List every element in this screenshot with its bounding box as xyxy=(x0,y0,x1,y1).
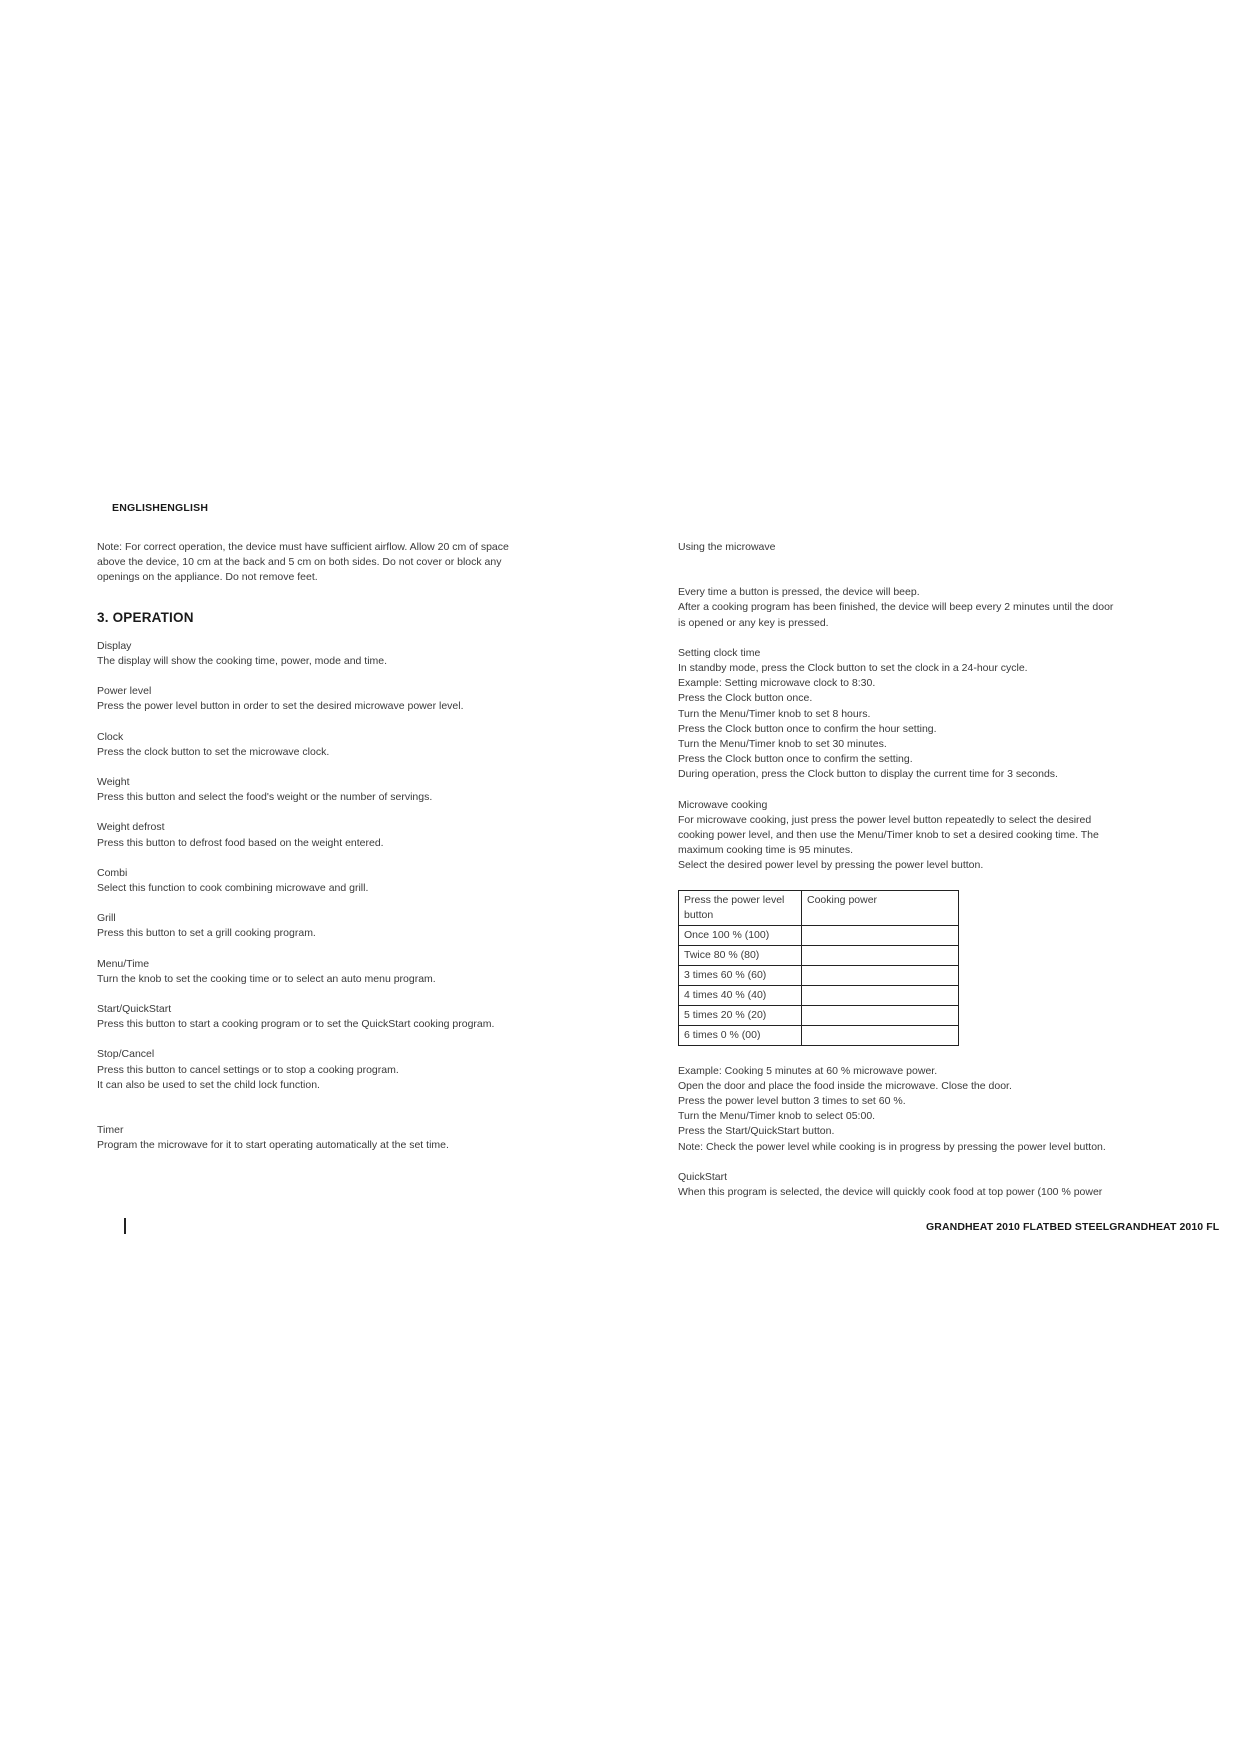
note-line: openings on the appliance. Do not remove feet. xyxy=(97,571,318,584)
section-title: Stop/Cancel xyxy=(97,1048,155,1061)
table-cell xyxy=(802,1025,959,1045)
footer-model-name: GRANDHEAT 2010 FLATBED STEELGRANDHEAT 2010 FL xyxy=(926,1221,1220,1233)
section-weight xyxy=(97,775,567,805)
section-grill xyxy=(97,911,567,941)
table-row xyxy=(679,945,959,965)
text-line: is opened or any key is pressed. xyxy=(678,616,829,629)
table-cell: Once 100 % (100) xyxy=(679,925,802,945)
section-timer xyxy=(97,1123,567,1153)
section-text: Press this button to start a cooking program or to set the QuickStart cooking program. xyxy=(97,1018,495,1031)
power-level-table xyxy=(678,890,959,1046)
table-cell xyxy=(802,925,959,945)
note-line: above the device, 10 cm at the back and 5 cm on both sides. Do not cover or block any xyxy=(97,556,502,569)
table-cell: Twice 80 % (80) xyxy=(679,945,802,965)
header-text: button xyxy=(684,908,714,921)
section-text: Turn the knob to set the cooking time or to select an auto menu program. xyxy=(97,972,436,985)
section-menu-time xyxy=(97,957,567,987)
table-cell: 6 times 0 % (00) xyxy=(679,1025,802,1045)
section-title: Menu/Time xyxy=(97,957,150,970)
table-row xyxy=(679,965,959,985)
beep-info xyxy=(678,585,1158,631)
section-text: Press the clock button to set the microwave clock. xyxy=(97,745,330,758)
section-text: Press this button and select the food's weight or the number of servings. xyxy=(97,791,433,804)
section-title: Combi xyxy=(97,866,128,879)
table-row xyxy=(679,1005,959,1025)
airflow-note xyxy=(97,540,567,586)
table-cell: 5 times 20 % (20) xyxy=(679,1005,802,1025)
table-cell xyxy=(802,965,959,985)
section-text: Press the power level button in order to set the desired microwave power level. xyxy=(97,700,464,713)
section-text: Press this button to set a grill cooking program. xyxy=(97,927,316,940)
table-cell: 4 times 40 % (40) xyxy=(679,985,802,1005)
section-clock xyxy=(97,730,567,760)
text-line: Press the Clock button once to confirm the setting. xyxy=(678,753,913,766)
text-line: Press the Clock button once to confirm the hour setting. xyxy=(678,722,937,735)
section-title: Grill xyxy=(97,912,116,925)
table-cell xyxy=(802,945,959,965)
text-line: Turn the Menu/Timer knob to set 30 minutes. xyxy=(678,738,887,751)
page-number-divider xyxy=(124,1218,126,1234)
using-microwave-title xyxy=(678,540,1158,555)
setting-clock-section xyxy=(678,646,1158,783)
section-text: Select this function to cook combining microwave and grill. xyxy=(97,882,369,895)
section-title: Display xyxy=(97,639,132,652)
text-line: In standby mode, press the Clock button to set the clock in a 24-hour cycle. xyxy=(678,662,1028,675)
section-start-quickstart xyxy=(97,1002,567,1032)
section-title: Weight xyxy=(97,776,130,789)
table-row xyxy=(679,925,959,945)
section-title: Start/QuickStart xyxy=(97,1003,172,1016)
table-row xyxy=(679,1025,959,1045)
section-text: The display will show the cooking time, power, mode and time. xyxy=(97,655,388,668)
microwave-cooking-section xyxy=(678,798,1158,874)
text-line: When this program is selected, the device will quickly cook food at top power (100 % power xyxy=(678,1186,1103,1199)
text-line: Select the desired power level by pressing the power level button. xyxy=(678,859,984,872)
text-line: cooking power level, and then use the Menu/Timer knob to set a desired cooking time. The xyxy=(678,829,1099,842)
table-cell xyxy=(802,985,959,1005)
table-cell xyxy=(802,1005,959,1025)
quickstart-section xyxy=(678,1170,1158,1200)
section-title: Weight defrost xyxy=(97,821,165,834)
header-cell-cooking-power: Cooking power xyxy=(802,890,959,925)
header-cell-press xyxy=(679,890,802,925)
section-title: QuickStart xyxy=(678,1170,728,1183)
text-line: Example: Setting microwave clock to 8:30. xyxy=(678,677,876,690)
section-text: Press this button to cancel settings or to stop a cooking program. xyxy=(97,1063,399,1076)
left-column xyxy=(97,540,567,1168)
text-line: Turn the Menu/Timer knob to select 05:00. xyxy=(678,1110,876,1123)
text-line: For microwave cooking, just press the power level button repeatedly to select the desired xyxy=(678,813,1092,826)
cooking-example xyxy=(678,1064,1158,1155)
note-line: Note: For correct operation, the device must have sufficient airflow. Allow 20 cm of space xyxy=(97,541,509,553)
text-line: maximum cooking time is 95 minutes. xyxy=(678,844,854,857)
text-line: Press the Clock button once. xyxy=(678,692,813,705)
text-line: Press the Start/QuickStart button. xyxy=(678,1125,835,1138)
section-title: Timer xyxy=(97,1124,124,1137)
section-title: Power level xyxy=(97,685,152,698)
table-row xyxy=(679,985,959,1005)
text-line: Example: Cooking 5 minutes at 60 % microwave power. xyxy=(678,1064,938,1077)
text-line: Turn the Menu/Timer knob to set 8 hours. xyxy=(678,707,871,720)
section-text: It can also be used to set the child lock function. xyxy=(97,1078,320,1091)
text-line: Note: Check the power level while cooking is in progress by pressing the power level button. xyxy=(678,1140,1106,1153)
section-display xyxy=(97,639,567,669)
right-column xyxy=(678,540,1158,1215)
page-language-header: ENGLISHENGLISH xyxy=(112,502,209,514)
section-weight-defrost xyxy=(97,820,567,850)
section-title: Microwave cooking xyxy=(678,798,768,811)
section-power-level xyxy=(97,684,567,714)
header-text: Press the power level xyxy=(684,893,785,906)
section-title: Clock xyxy=(97,730,124,743)
text-line: During operation, press the Clock button to display the current time for 3 seconds. xyxy=(678,768,1058,781)
table-cell: 3 times 60 % (60) xyxy=(679,965,802,985)
section-title: Setting clock time xyxy=(678,646,761,659)
section-text: Program the microwave for it to start operating automatically at the set time. xyxy=(97,1139,449,1152)
section-combi xyxy=(97,866,567,896)
text-line: After a cooking program has been finished, the device will beep every 2 minutes until the door xyxy=(678,601,1114,614)
table-header-row xyxy=(679,890,959,925)
section-stop-cancel xyxy=(97,1047,567,1093)
text-line: Every time a button is pressed, the device will beep. xyxy=(678,586,920,599)
section-text: Press this button to defrost food based on the weight entered. xyxy=(97,836,384,849)
operation-heading: 3. OPERATION xyxy=(97,609,194,625)
text-line: Open the door and place the food inside the microwave. Close the door. xyxy=(678,1079,1012,1092)
section-title: Using the microwave xyxy=(678,541,776,553)
text-line: Press the power level button 3 times to set 60 %. xyxy=(678,1095,906,1108)
